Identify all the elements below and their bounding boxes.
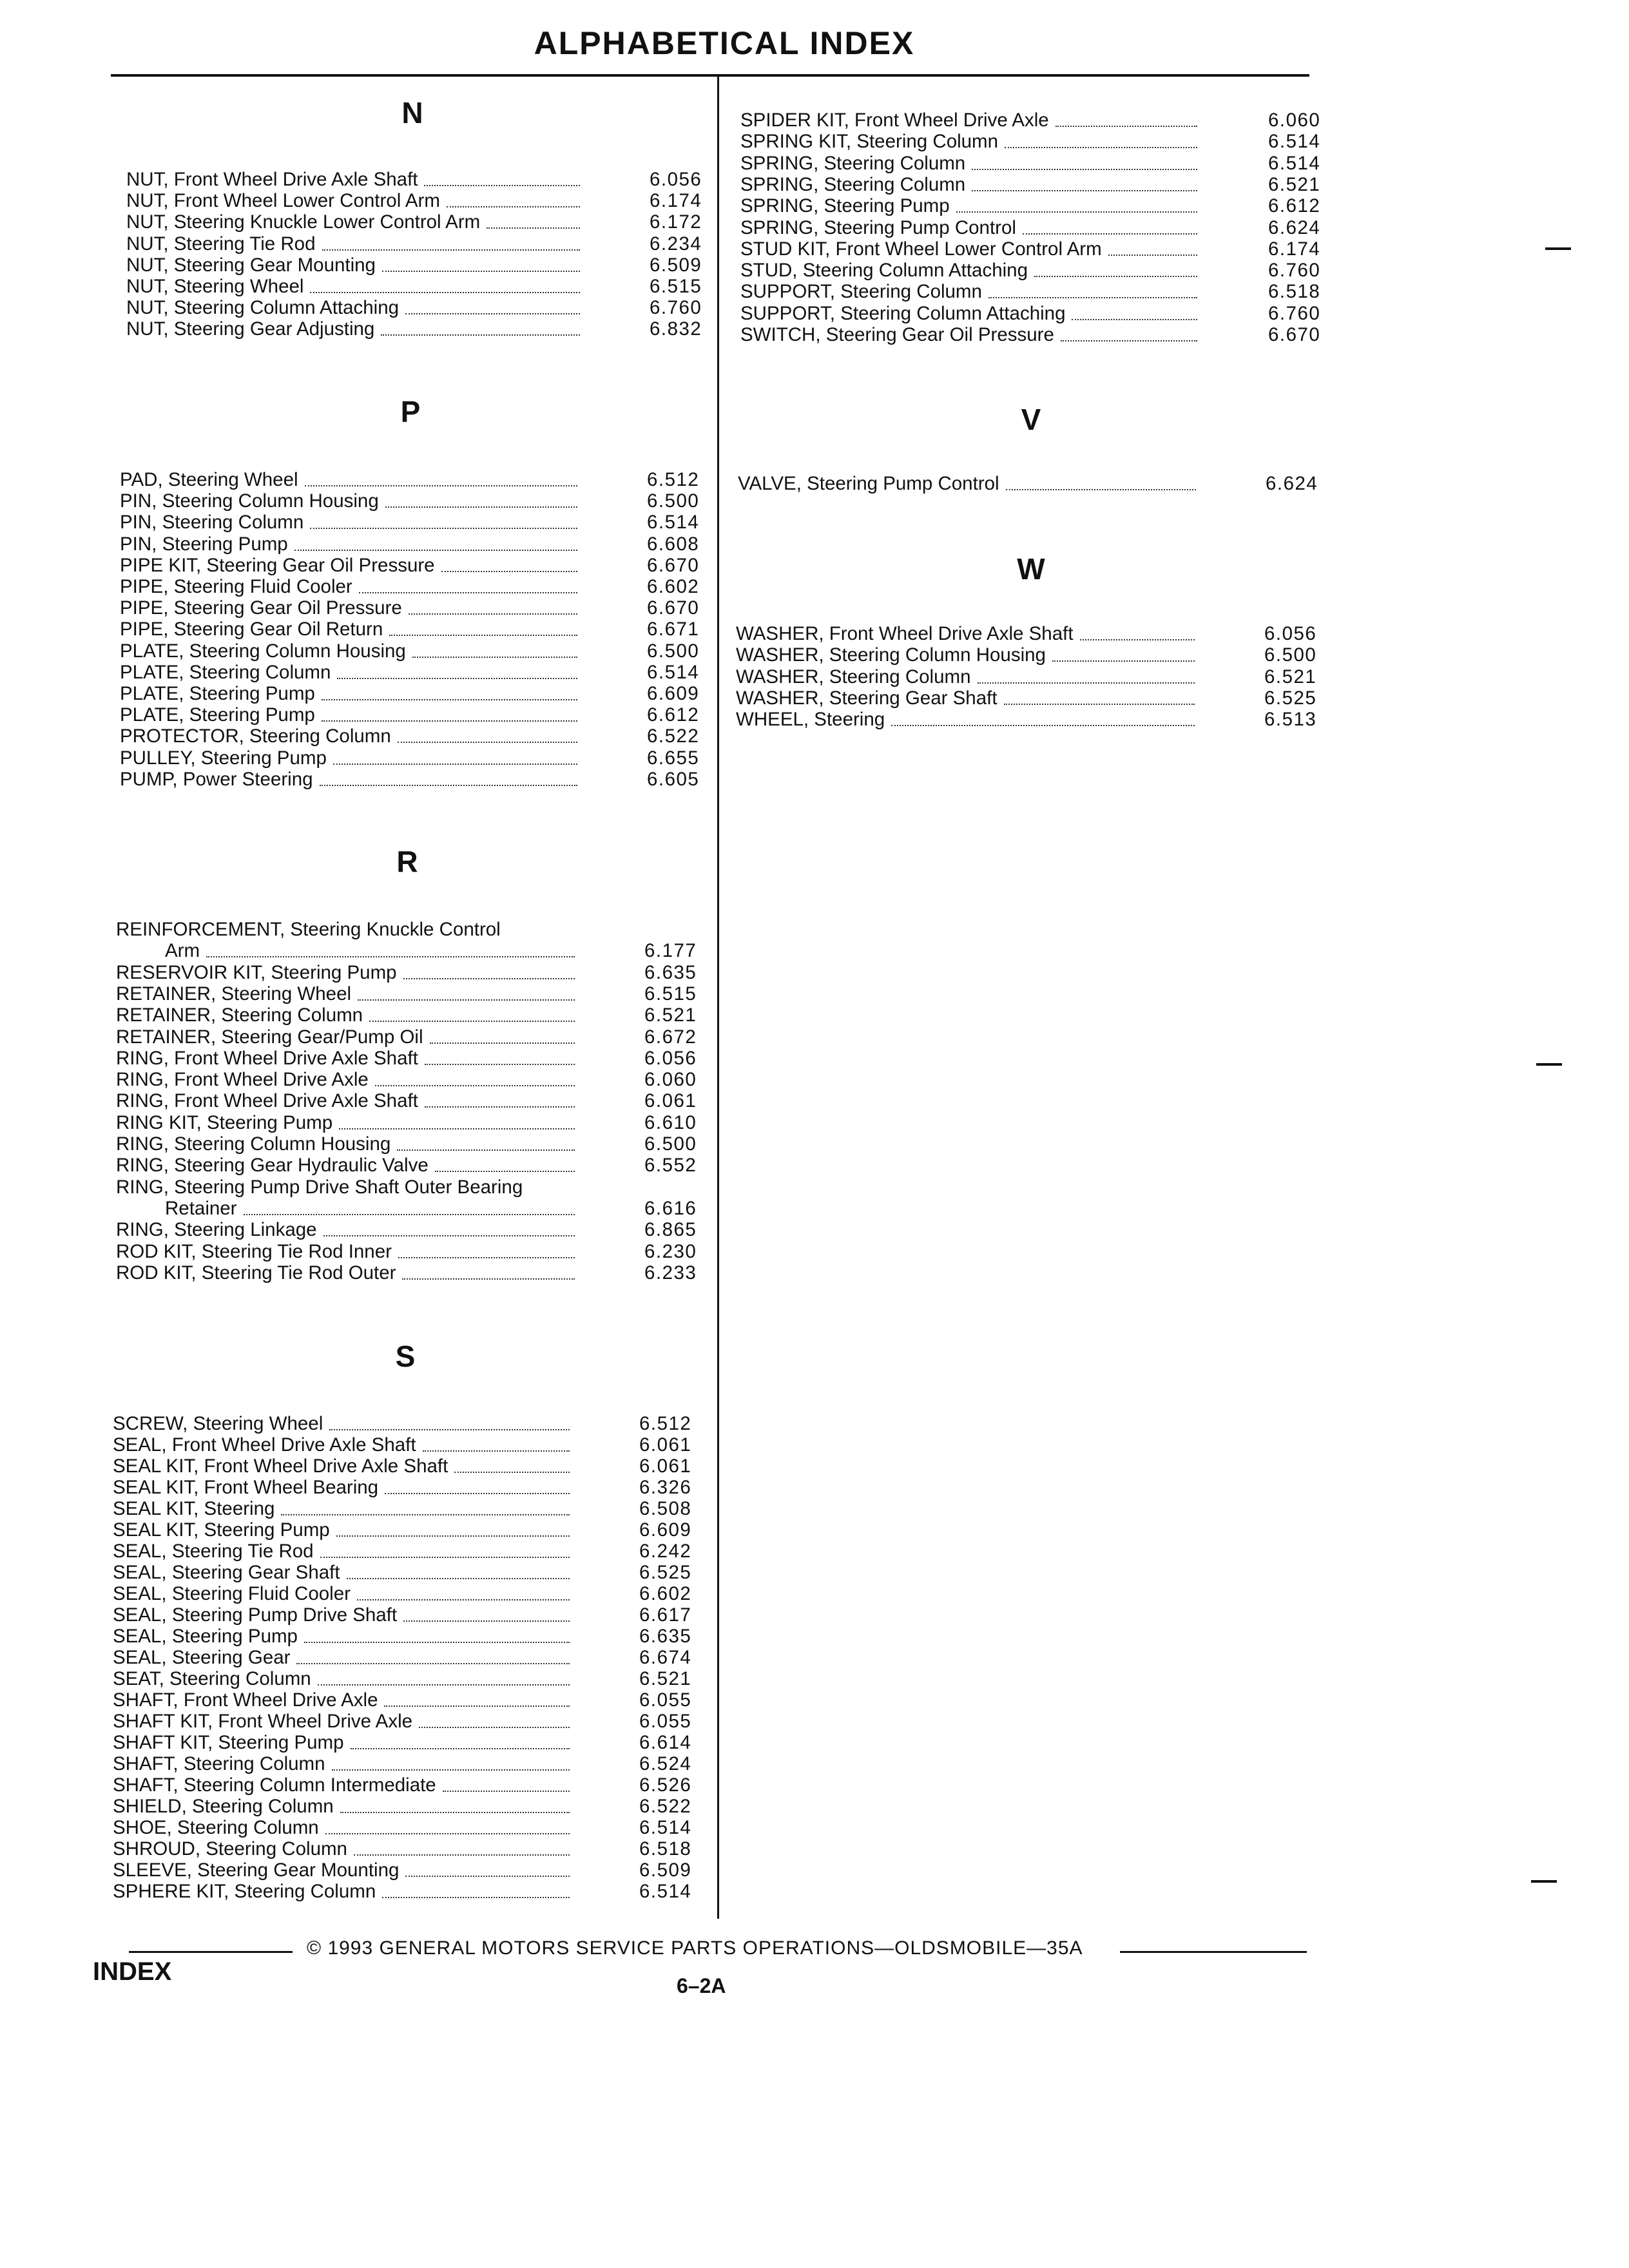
index-entry-name: SEAT, Steering Column — [113, 1668, 311, 1689]
dot-leader — [385, 506, 577, 508]
dot-leader — [978, 682, 1195, 684]
index-entry-name: SHAFT KIT, Front Wheel Drive Axle — [113, 1711, 413, 1732]
index-entry-page: 6.605 — [647, 768, 700, 790]
index-entry-page: 6.509 — [639, 1860, 692, 1881]
index-entry-page: 6.760 — [650, 297, 702, 319]
index-entry-page: 6.061 — [644, 1090, 697, 1112]
index-entry-name: SEAL, Steering Tie Rod — [113, 1541, 314, 1562]
index-entry-page: 6.233 — [644, 1262, 697, 1283]
dot-leader — [1023, 233, 1197, 235]
dot-leader — [322, 249, 581, 251]
dot-leader — [1108, 255, 1197, 256]
index-entry-page: 6.056 — [644, 1047, 697, 1069]
index-entry-page: 6.177 — [644, 940, 697, 962]
dot-leader — [956, 211, 1197, 213]
index-entry-page: 6.832 — [650, 318, 702, 340]
dot-leader — [988, 297, 1197, 298]
dot-leader — [375, 1085, 575, 1086]
dot-leader — [487, 227, 580, 229]
index-entry-name: NUT, Steering Gear Adjusting — [126, 318, 375, 340]
index-entry-page: 6.526 — [639, 1774, 692, 1796]
index-entry-name: RESERVOIR KIT, Steering Pump — [116, 961, 397, 983]
index-entry-page: 6.500 — [1264, 644, 1317, 666]
index-entry-name: SUPPORT, Steering Column Attaching — [740, 302, 1066, 324]
index-entry-page: 6.760 — [1268, 302, 1321, 324]
index-entry-name: SWITCH, Steering Gear Oil Pressure — [740, 324, 1054, 345]
index-entry-page: 6.514 — [1268, 152, 1321, 174]
index-entry-name: PROTECTOR, Steering Column — [120, 726, 391, 747]
dot-leader — [320, 1557, 570, 1558]
index-entry-name: SHIELD, Steering Column — [113, 1796, 334, 1817]
index-entry-name: RING, Front Wheel Drive Axle Shaft — [116, 1047, 418, 1069]
dot-leader — [336, 1535, 570, 1537]
index-entry-page: 6.635 — [639, 1626, 692, 1647]
index-entry-page: 6.234 — [650, 233, 702, 255]
index-entry-name: WASHER, Front Wheel Drive Axle Shaft — [736, 623, 1074, 644]
index-entry-page: 6.172 — [650, 211, 702, 233]
index-entry-page: 6.514 — [639, 1817, 692, 1838]
dot-leader — [354, 1854, 570, 1856]
page-title: ALPHABETICAL INDEX — [534, 25, 915, 61]
dot-leader — [340, 1812, 570, 1813]
index-entry-name: NUT, Front Wheel Drive Axle Shaft — [126, 169, 418, 190]
index-entry-name: PLATE, Steering Pump — [120, 683, 315, 704]
index-entry-name: SEAL KIT, Steering — [113, 1498, 275, 1519]
index-entry-name: RING, Steering Column Housing — [116, 1133, 391, 1155]
index-entry-name: RETAINER, Steering Column — [116, 1004, 363, 1026]
index-entry-name: RING, Front Wheel Drive Axle Shaft — [116, 1090, 418, 1112]
dot-leader — [385, 1493, 570, 1494]
footer-section-label: INDEX — [93, 1957, 172, 1986]
index-entry-name: SHOE, Steering Column — [113, 1817, 319, 1838]
index-entry-page: 6.174 — [650, 190, 702, 212]
index-entry-name: PLATE, Steering Column Housing — [120, 640, 406, 662]
index-entry-page: 6.655 — [647, 747, 700, 769]
dot-leader — [382, 271, 580, 272]
dot-leader — [294, 550, 577, 551]
index-entry-page: 6.055 — [639, 1711, 692, 1732]
dot-leader — [412, 657, 577, 658]
section-letter-r: R — [396, 845, 418, 878]
index-entry-page: 6.174 — [1268, 238, 1321, 260]
index-entry-page: 6.865 — [644, 1219, 697, 1241]
index-entry-page: 6.616 — [644, 1197, 697, 1219]
index-entry-name: PIPE KIT, Steering Gear Oil Pressure — [120, 554, 435, 576]
index-entry-page: 6.056 — [650, 169, 702, 190]
dot-leader — [339, 1128, 575, 1129]
footer-rule-left — [129, 1951, 293, 1953]
index-entry-name: SHAFT, Steering Column Intermediate — [113, 1774, 436, 1796]
dot-leader — [430, 1043, 575, 1044]
dot-leader — [357, 1599, 570, 1600]
index-entry-page: 6.512 — [647, 469, 700, 490]
footer-page-number: 6–2A — [677, 1974, 726, 1997]
index-entry-name: SPRING, Steering Pump Control — [740, 216, 1016, 238]
dot-leader — [329, 1429, 570, 1430]
index-entry-page: 6.230 — [644, 1240, 697, 1262]
dot-leader — [1072, 319, 1197, 320]
index-entry-page: 6.518 — [1268, 281, 1321, 303]
index-entry-page: 6.512 — [639, 1413, 692, 1434]
index-entry-name: RETAINER, Steering Gear/Pump Oil — [116, 1026, 423, 1048]
index-entry-name: SEAL, Front Wheel Drive Axle Shaft — [113, 1434, 416, 1456]
dot-leader — [419, 1727, 570, 1728]
index-entry-name: SHAFT, Steering Column — [113, 1753, 325, 1774]
index-entry-page: 6.614 — [639, 1732, 692, 1753]
dot-leader — [447, 206, 580, 207]
dot-leader — [1061, 340, 1197, 341]
index-entry-name: RING, Steering Linkage — [116, 1219, 317, 1241]
index-entry-page: 6.624 — [1268, 216, 1321, 238]
dot-leader — [972, 190, 1197, 191]
column-divider — [717, 76, 719, 1919]
index-entry-page: 6.509 — [650, 254, 702, 276]
index-entry-page: 6.514 — [647, 661, 700, 683]
index-entry-page: 6.500 — [647, 640, 700, 662]
index-entry-page: 6.521 — [1268, 173, 1321, 195]
dot-leader — [441, 571, 577, 572]
dot-leader — [333, 764, 577, 765]
section-letter-s: S — [395, 1340, 416, 1373]
index-entry-name: RETAINER, Steering Wheel — [116, 983, 352, 1004]
dot-leader — [423, 1450, 570, 1452]
dot-leader — [454, 1472, 570, 1473]
dot-leader — [1055, 126, 1197, 127]
index-entry-page: 6.617 — [639, 1604, 692, 1626]
dot-leader — [1006, 489, 1196, 490]
index-entry-page: 6.525 — [639, 1562, 692, 1583]
dot-leader — [325, 1833, 570, 1834]
dot-leader — [405, 1876, 570, 1877]
index-entry-name: RING, Steering Pump Drive Shaft Outer Bearing — [116, 1176, 523, 1198]
index-entry-page: 6.061 — [639, 1434, 692, 1456]
index-entry-name: STUD, Steering Column Attaching — [740, 260, 1028, 282]
index-entry-name: SLEEVE, Steering Gear Mounting — [113, 1860, 400, 1881]
index-entry-name: NUT, Steering Wheel — [126, 276, 304, 297]
index-entry-name: PIN, Steering Column Housing — [120, 490, 379, 512]
index-entry-page: 6.760 — [1268, 260, 1321, 282]
index-entry-page: 6.522 — [647, 726, 700, 747]
index-entry-name: RING KIT, Steering Pump — [116, 1111, 333, 1133]
dot-leader — [402, 1278, 575, 1280]
dot-leader — [425, 1106, 575, 1108]
section-letter-v: V — [1021, 403, 1041, 436]
index-entry-name: NUT, Steering Knuckle Lower Control Arm — [126, 211, 481, 233]
index-entry-name: SEAL KIT, Front Wheel Drive Axle Shaft — [113, 1456, 448, 1477]
index-entry-page: 6.552 — [644, 1155, 697, 1177]
index-entry-name: WASHER, Steering Column Housing — [736, 644, 1046, 666]
dot-leader — [972, 169, 1197, 170]
dot-leader — [304, 1642, 570, 1643]
dot-leader — [318, 1684, 570, 1686]
index-entry-page: 6.326 — [639, 1477, 692, 1498]
index-entry-name: SPRING KIT, Steering Column — [740, 131, 999, 153]
dot-leader — [320, 785, 577, 786]
index-entry-name: PIN, Steering Pump — [120, 533, 288, 555]
index-entry-page: 6.515 — [644, 983, 697, 1004]
index-entry-name: SPHERE KIT, Steering Column — [113, 1881, 376, 1902]
dot-leader — [1034, 276, 1197, 277]
index-entry-name: PLATE, Steering Column — [120, 661, 331, 683]
index-entry-name: PIPE, Steering Gear Oil Pressure — [120, 597, 402, 619]
dot-leader — [1052, 660, 1195, 662]
dot-leader — [381, 334, 580, 336]
index-entry-name: SCREW, Steering Wheel — [113, 1413, 323, 1434]
index-entry-name: NUT, Steering Column Attaching — [126, 297, 400, 319]
dot-leader — [369, 1021, 575, 1022]
index-entry-page: 6.514 — [639, 1881, 692, 1902]
index-entry-name: SEAL, Steering Pump — [113, 1626, 298, 1647]
index-entry-page: 6.670 — [647, 554, 700, 576]
index-entry-page: 6.055 — [639, 1689, 692, 1711]
dot-leader — [384, 1706, 570, 1707]
index-entry-page: 6.525 — [1264, 687, 1317, 709]
index-entry-page: 6.500 — [644, 1133, 697, 1155]
dot-leader — [382, 1897, 570, 1898]
margin-mark — [1531, 1880, 1557, 1883]
index-entry-name: WASHER, Steering Gear Shaft — [736, 687, 998, 709]
index-entry-name: SEAL KIT, Steering Pump — [113, 1519, 330, 1541]
index-entry-page: 6.518 — [639, 1838, 692, 1860]
dot-leader — [296, 1663, 570, 1664]
index-entry-page: 6.061 — [639, 1456, 692, 1477]
index-entry-name: ROD KIT, Steering Tie Rod Inner — [116, 1240, 392, 1262]
index-entry-page: 6.670 — [647, 597, 700, 619]
index-entry-page: 6.514 — [1268, 131, 1321, 153]
index-entry-name: SUPPORT, Steering Column — [740, 281, 982, 303]
index-entry-page: 6.609 — [647, 683, 700, 704]
index-entry-page: 6.521 — [1264, 666, 1317, 687]
index-entry-name: PIN, Steering Column — [120, 512, 304, 533]
dot-leader — [435, 1171, 575, 1172]
dot-leader — [244, 1214, 575, 1215]
dot-leader — [398, 742, 577, 743]
dot-leader — [337, 678, 577, 679]
index-entry-name: SPRING, Steering Pump — [740, 195, 950, 217]
footer-rule-right — [1120, 1951, 1307, 1953]
index-entry-name: VALVE, Steering Pump Control — [738, 473, 999, 494]
index-entry-page: 6.674 — [639, 1647, 692, 1668]
margin-mark — [1536, 1063, 1562, 1066]
index-entry-name: REINFORCEMENT, Steering Knuckle Control — [116, 919, 501, 940]
dot-leader — [310, 528, 577, 529]
index-entry-page: 6.612 — [1268, 195, 1321, 217]
index-entry-page: 6.521 — [639, 1668, 692, 1689]
section-letter-p: P — [400, 395, 421, 428]
section-letter-w: W — [1017, 552, 1045, 586]
margin-mark — [1545, 247, 1571, 250]
index-entry-name: SHAFT KIT, Steering Pump — [113, 1732, 344, 1753]
index-entry-page: 6.060 — [644, 1069, 697, 1091]
index-entry-page: 6.056 — [1264, 623, 1317, 644]
dot-leader — [403, 978, 575, 979]
index-entry-page: 6.514 — [647, 512, 700, 533]
index-entry-page: 6.515 — [650, 276, 702, 297]
dot-leader — [398, 1257, 575, 1258]
index-entry-name: NUT, Steering Tie Rod — [126, 233, 316, 255]
index-entry-name: SHAFT, Front Wheel Drive Axle — [113, 1689, 378, 1711]
index-entry-page: 6.513 — [1264, 709, 1317, 731]
dot-leader — [1080, 639, 1195, 640]
index-entry-page: 6.609 — [639, 1519, 692, 1541]
dot-leader — [358, 999, 575, 1001]
dot-leader — [389, 635, 577, 636]
index-entry-name: NUT, Steering Gear Mounting — [126, 254, 376, 276]
dot-leader — [351, 1748, 570, 1749]
index-entry-continuation: Retainer — [165, 1197, 237, 1219]
dot-leader — [409, 613, 577, 615]
index-entry-page: 6.060 — [1268, 110, 1321, 131]
dot-leader — [424, 185, 580, 186]
section-letter-n: N — [401, 96, 423, 130]
dot-leader — [397, 1149, 575, 1151]
index-entry-name: PIPE, Steering Fluid Cooler — [120, 576, 352, 597]
index-entry-page: 6.612 — [647, 704, 700, 726]
dot-leader — [1004, 704, 1195, 705]
index-entry-name: SEAL, Steering Pump Drive Shaft — [113, 1604, 398, 1626]
dot-leader — [403, 1620, 570, 1622]
index-entry-name: SPIDER KIT, Front Wheel Drive Axle — [740, 110, 1049, 131]
dot-leader — [305, 485, 577, 486]
dot-leader — [322, 699, 577, 700]
index-entry-name: ROD KIT, Steering Tie Rod Outer — [116, 1262, 396, 1283]
index-entry-page: 6.672 — [644, 1026, 697, 1048]
index-entry-page: 6.524 — [639, 1753, 692, 1774]
index-entry-name: RING, Front Wheel Drive Axle — [116, 1069, 369, 1091]
index-entry-name: PAD, Steering Wheel — [120, 469, 298, 490]
dot-leader — [281, 1514, 570, 1515]
dot-leader — [891, 725, 1195, 726]
index-entry-page: 6.522 — [639, 1796, 692, 1817]
index-entry-page: 6.624 — [1266, 473, 1318, 494]
dot-leader — [206, 956, 575, 957]
title-rule — [111, 74, 1309, 77]
index-entry-name: STUD KIT, Front Wheel Lower Control Arm — [740, 238, 1102, 260]
index-entry-name: WASHER, Steering Column — [736, 666, 971, 687]
footer-copyright: © 1993 GENERAL MOTORS SERVICE PARTS OPERATIONS—OLDSMOBILE—35A — [307, 1937, 1083, 1959]
dot-leader — [425, 1064, 575, 1065]
index-entry-page: 6.242 — [639, 1541, 692, 1562]
index-entry-page: 6.500 — [647, 490, 700, 512]
index-entry-name: NUT, Front Wheel Lower Control Arm — [126, 190, 440, 212]
index-entry-name: SPRING, Steering Column — [740, 152, 966, 174]
index-entry-page: 6.608 — [647, 533, 700, 555]
dot-leader — [332, 1769, 570, 1771]
index-entry-page: 6.602 — [639, 1583, 692, 1604]
dot-leader — [443, 1791, 570, 1792]
dot-leader — [322, 720, 577, 722]
index-entry-name: WHEEL, Steering — [736, 709, 885, 731]
index-entry-page: 6.635 — [644, 961, 697, 983]
index-entry-page: 6.670 — [1268, 324, 1321, 345]
index-entry-name: SHROUD, Steering Column — [113, 1838, 347, 1860]
dot-leader — [347, 1578, 570, 1579]
index-entry-name: SEAL, Steering Gear — [113, 1647, 291, 1668]
index-entry-name: SEAL, Steering Gear Shaft — [113, 1562, 340, 1583]
index-entry-page: 6.508 — [639, 1498, 692, 1519]
index-entry-name: PIPE, Steering Gear Oil Return — [120, 619, 383, 640]
index-entry-name: PUMP, Power Steering — [120, 768, 313, 790]
index-entry-name: SEAL KIT, Front Wheel Bearing — [113, 1477, 379, 1498]
index-entry-name: SPRING, Steering Column — [740, 173, 966, 195]
index-entry-continuation: Arm — [165, 940, 200, 962]
index-entry-page: 6.610 — [644, 1111, 697, 1133]
index-entry-page: 6.602 — [647, 576, 700, 597]
index-entry-name: PLATE, Steering Pump — [120, 704, 315, 726]
index-entry-page: 6.671 — [647, 619, 700, 640]
dot-leader — [1005, 147, 1197, 148]
dot-leader — [405, 313, 580, 314]
index-entry-name: PULLEY, Steering Pump — [120, 747, 327, 769]
index-entry-page: 6.521 — [644, 1004, 697, 1026]
index-entry-name: RING, Steering Gear Hydraulic Valve — [116, 1155, 429, 1177]
index-entry-name: SEAL, Steering Fluid Cooler — [113, 1583, 351, 1604]
dot-leader — [323, 1235, 575, 1236]
dot-leader — [359, 592, 577, 593]
dot-leader — [310, 292, 580, 293]
